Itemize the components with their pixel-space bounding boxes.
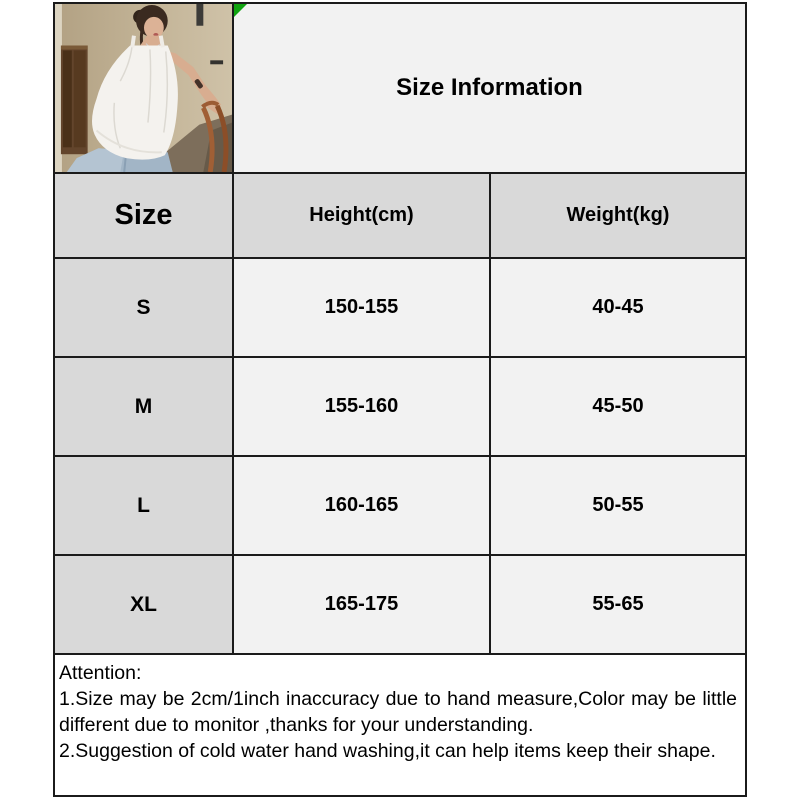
product-photo-illustration (55, 4, 232, 172)
weight-cell: 40-45 (491, 259, 745, 356)
weight-cell: 50-55 (491, 457, 745, 554)
attention-section (55, 655, 745, 795)
height-cell: 160-165 (234, 457, 491, 554)
size-cell: XL (55, 556, 234, 653)
table-row-m (55, 358, 745, 457)
top-row (55, 4, 745, 174)
size-cell: M (55, 358, 234, 455)
size-cell: S (55, 259, 234, 356)
product-photo (55, 4, 234, 172)
column-header-height: Height(cm) (234, 174, 491, 257)
weight-cell: 55-65 (491, 556, 745, 653)
height-cell: 155-160 (234, 358, 491, 455)
size-information-header (234, 4, 745, 172)
page-title: Size Information (396, 74, 583, 101)
height-cell: 165-175 (234, 556, 491, 653)
weight-cell: 45-50 (491, 358, 745, 455)
table-row-l (55, 457, 745, 556)
size-chart-panel (53, 2, 747, 797)
table-header-row (55, 174, 745, 259)
column-header-size: Size (55, 174, 234, 257)
attention-heading: Attention: (59, 662, 142, 684)
corner-marker-icon (234, 4, 247, 17)
height-cell: 150-155 (234, 259, 491, 356)
size-cell: L (55, 457, 234, 554)
column-header-weight: Weight(kg) (566, 204, 670, 226)
attention-note-1: 1.Size may be 2cm/1inch inaccuracy due to hand measure,Color may be little different due to monitor ,thanks for your understanding. (59, 688, 737, 736)
table-row-xl (55, 556, 745, 655)
table-row-s (55, 259, 745, 358)
attention-note-2: 2.Suggestion of cold water hand washing,it can help items keep their shape. (59, 740, 716, 762)
